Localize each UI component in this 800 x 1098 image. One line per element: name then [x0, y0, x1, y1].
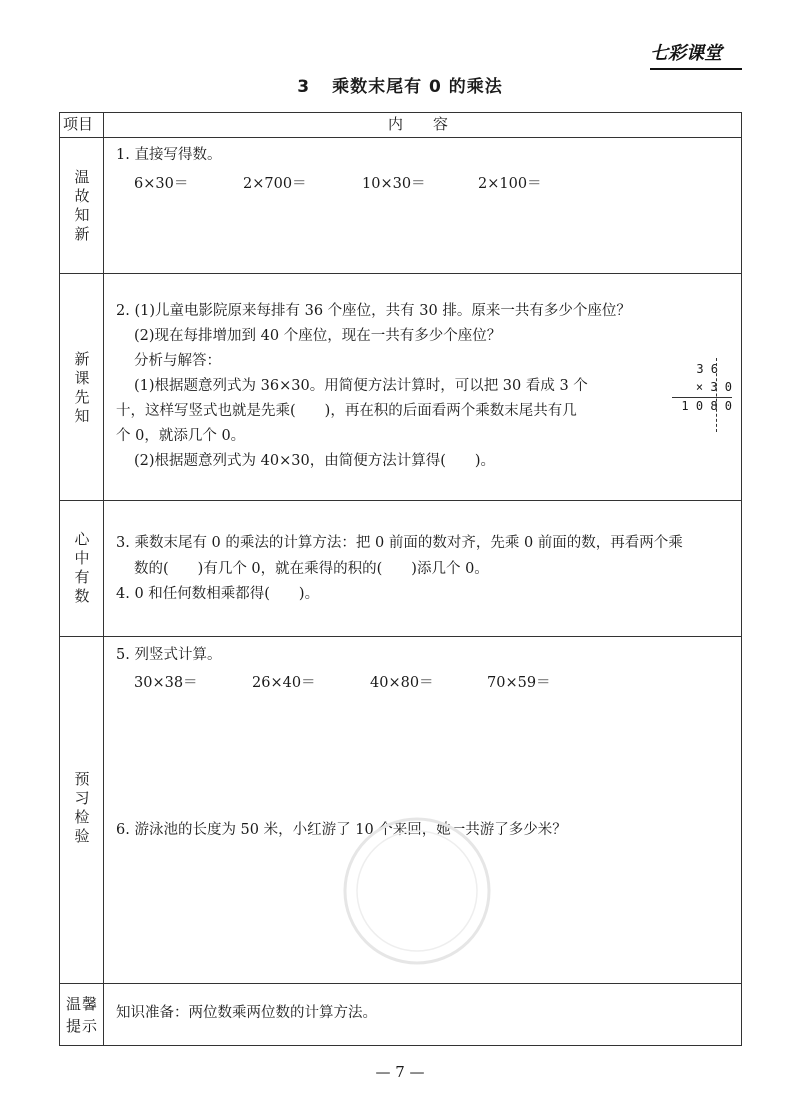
- question-1: 1. 直接写得数。: [116, 147, 222, 163]
- question-6: 6. 游泳池的长度为 50 米，小红游了 10 个来回，她一共游了多少米？: [116, 822, 567, 838]
- row-divider: [59, 137, 742, 138]
- question-2-1: 2. (1)儿童电影院原来每排有 36 个座位，共有 30 排。原来一共有多少个座位？: [116, 303, 631, 319]
- calc-item: 2×700＝: [243, 176, 307, 192]
- calc-item: 26×40＝: [252, 675, 316, 691]
- calc-item: 40×80＝: [370, 675, 434, 691]
- analysis-line: 个 0，就添几个 0。: [116, 428, 246, 444]
- section-label-review: 温故知新: [74, 168, 90, 243]
- calc-item: 10×30＝: [362, 176, 426, 192]
- analysis-line: 十，这样写竖式也就是先乘( )，再在积的后面看两个乘数末尾共有几: [116, 403, 577, 419]
- question-3: 3. 乘数末尾有 0 的乘法的计算方法：把 0 前面的数对齐，先乘 0 前面的数，再看两个乘: [116, 535, 683, 551]
- page-number: — 7 —: [375, 1063, 425, 1081]
- calc-item: 2×100＝: [478, 176, 542, 192]
- section-label-tip: 温馨提示: [65, 995, 98, 1035]
- analysis-line: (1)根据题意列式为 36×30。用简便方法计算时，可以把 30 看成 3 个: [134, 378, 588, 394]
- lesson-number: 3: [297, 77, 311, 97]
- calc-item: 6×30＝: [134, 176, 189, 192]
- section-label-check: 预习检验: [74, 770, 90, 845]
- vertical-guide-line: [716, 358, 717, 432]
- row-divider: [59, 500, 742, 501]
- question-5: 5. 列竖式计算。: [116, 647, 222, 663]
- question-2-2: (2)现在每排增加到 40 个座位，现在一共有多少个座位？: [134, 328, 502, 344]
- column-divider: [103, 112, 104, 1046]
- watermark-stamp: [338, 812, 496, 970]
- tip-text: 知识准备：两位数乘两位数的计算方法。: [116, 1005, 377, 1021]
- vertical-rule: [672, 397, 732, 398]
- calc-item: 70×59＝: [487, 675, 551, 691]
- page-title: [0, 72, 800, 97]
- section-label-preview: 新课先知: [74, 350, 90, 425]
- section-label-summary: 心中有数: [74, 530, 90, 605]
- vertical-row-1: 3 6: [696, 362, 718, 376]
- row-divider: [59, 983, 742, 984]
- header-content: 内 容: [388, 115, 449, 133]
- analysis-line: (2)根据题意列式为 40×30，由简便方法计算得( )。: [134, 453, 496, 469]
- calc-item: 30×38＝: [134, 675, 198, 691]
- question-4: 4. 0 和任何数相乘都得( )。: [116, 586, 320, 602]
- row-divider: [59, 273, 742, 274]
- header-item: 项目: [63, 115, 94, 133]
- vertical-row-2: × 3 0: [695, 380, 732, 394]
- question-3-cont: 数的( )有几个 0，就在乘得的积的( )添几个 0。: [134, 561, 489, 577]
- vertical-multiplication: [672, 358, 732, 432]
- lesson-title: 乘数末尾有 0 的乘法: [332, 77, 503, 97]
- brand-underline: [650, 68, 742, 70]
- vertical-result: 1 0 8 0: [681, 399, 732, 413]
- analysis-heading: 分析与解答：: [134, 353, 221, 369]
- brand-logo: 七彩课堂: [650, 43, 722, 64]
- row-divider: [59, 636, 742, 637]
